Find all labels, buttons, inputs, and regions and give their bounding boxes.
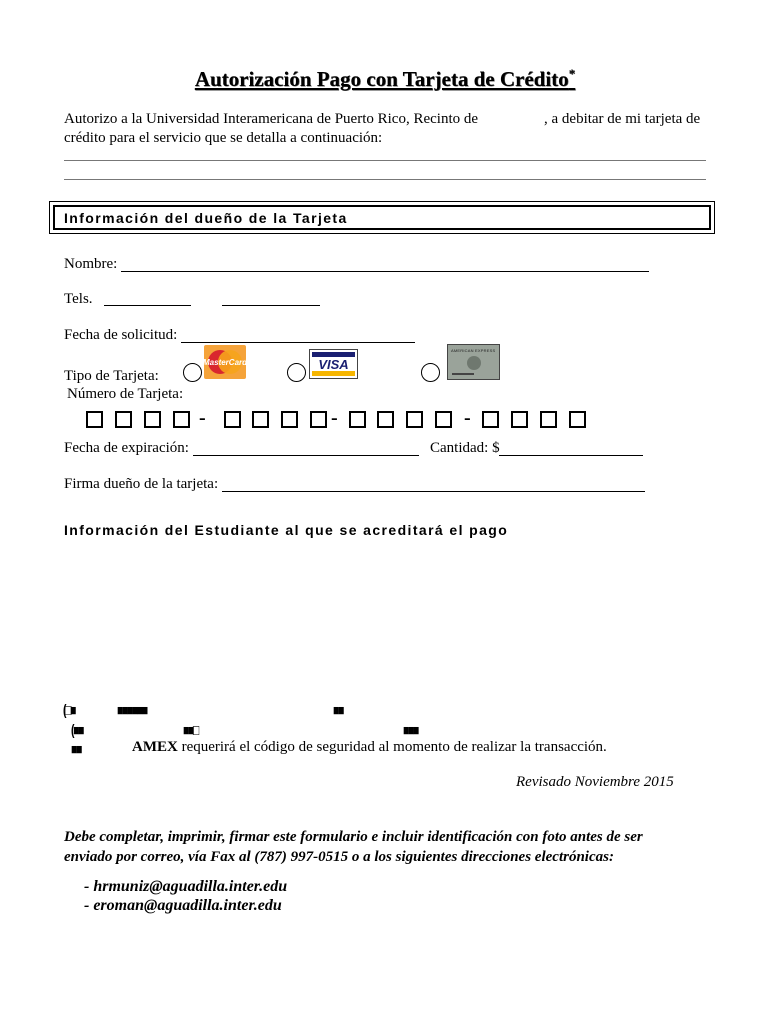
instructions-line2: enviado por correo, vía Fax al (787) 997-0515 o a los siguientes direcciones electrónicas: xyxy=(64,849,614,865)
intro-line2: crédito para el servicio que se detalla a continuación: xyxy=(64,130,383,146)
email-link-2[interactable]: - eroman@aguadilla.inter.edu xyxy=(84,897,282,914)
page-title xyxy=(0,66,770,92)
cantidad-label: Cantidad: $ xyxy=(430,440,500,456)
note-line3 xyxy=(132,739,607,756)
card-digit-box[interactable] xyxy=(224,411,241,428)
card-digit-box[interactable] xyxy=(540,411,557,428)
note-line2-a: (■■ xyxy=(71,722,83,739)
instructions-line1: Debe completar, imprimir, firmar este formulario e incluir identificación con foto antes de ser xyxy=(64,829,643,845)
expiracion-label: Fecha de expiración: xyxy=(64,440,189,456)
card-digit-box[interactable] xyxy=(569,411,586,428)
card-digit-box[interactable] xyxy=(144,411,161,428)
amex-logo-text: AMERICAN EXPRESS xyxy=(451,348,496,353)
service-line-1[interactable] xyxy=(64,160,706,161)
note-line2-c: ■■■ xyxy=(403,722,418,739)
card-digit-box[interactable] xyxy=(349,411,366,428)
expiracion-field[interactable] xyxy=(193,455,419,456)
intro-line1-left: Autorizo a la Universidad Interamericana de Puerto Rico, Recinto de xyxy=(64,111,479,127)
note-line3-a: ■■ xyxy=(71,741,81,758)
fecha-solicitud-label: Fecha de solicitud: xyxy=(64,327,178,343)
mastercard-logo-text: MasterCard xyxy=(204,358,246,367)
nombre-field[interactable] xyxy=(121,271,649,272)
radio-visa[interactable] xyxy=(287,363,306,382)
owner-section-box xyxy=(49,201,715,234)
mastercard-logo-icon xyxy=(204,345,246,379)
student-section-heading: Información del Estudiante al que se acreditará el pago xyxy=(64,522,509,538)
fecha-solicitud-field[interactable] xyxy=(181,342,415,343)
tel-field-1[interactable] xyxy=(104,305,191,306)
cantidad-field[interactable] xyxy=(499,455,643,456)
page-title-text: Autorización Pago con Tarjeta de Crédito xyxy=(194,67,569,91)
note-line1-b: ■■■■■■ xyxy=(117,702,147,719)
note-line2-b: ■■□ xyxy=(183,722,198,739)
visa-logo-icon xyxy=(309,349,358,379)
radio-mastercard[interactable] xyxy=(183,363,202,382)
amex-note-text: requerirá el código de seguridad al momento de realizar la transacción. xyxy=(177,739,607,755)
tel-field-2[interactable] xyxy=(222,305,320,306)
card-digit-box[interactable] xyxy=(173,411,190,428)
card-number-row xyxy=(86,407,686,434)
card-digit-box[interactable] xyxy=(377,411,394,428)
card-digit-box[interactable] xyxy=(511,411,528,428)
tels-label: Tels. xyxy=(64,291,93,307)
note-line1-a: (□■ xyxy=(63,702,75,719)
card-digit-box[interactable] xyxy=(252,411,269,428)
card-digit-box[interactable] xyxy=(482,411,499,428)
numero-tarjeta-label: Número de Tarjeta: xyxy=(67,386,184,402)
card-digit-box[interactable] xyxy=(86,411,103,428)
email-link-1[interactable]: - hrmuniz@aguadilla.inter.edu xyxy=(84,878,288,895)
owner-section-heading: Información del dueño de la Tarjeta xyxy=(64,210,348,226)
card-digit-box[interactable] xyxy=(310,411,327,428)
amex-note-label: AMEX xyxy=(132,739,178,755)
service-line-2[interactable] xyxy=(64,179,706,180)
card-digit-box[interactable] xyxy=(115,411,132,428)
card-separator: - xyxy=(199,407,206,429)
amex-logo-icon xyxy=(447,344,500,380)
card-digit-box[interactable] xyxy=(281,411,298,428)
firma-label: Firma dueño de la tarjeta: xyxy=(64,476,219,492)
firma-field[interactable] xyxy=(222,491,645,492)
radio-amex[interactable] xyxy=(421,363,440,382)
nombre-label: Nombre: xyxy=(64,256,118,272)
revised-date: Revisado Noviembre 2015 xyxy=(516,774,674,790)
card-digit-box[interactable] xyxy=(406,411,423,428)
card-digit-box[interactable] xyxy=(435,411,452,428)
intro-line1-right: , a debitar de mi tarjeta de xyxy=(544,111,701,127)
card-separator: - xyxy=(331,407,338,429)
visa-logo-text: VISA xyxy=(318,357,349,372)
note-line1-c: ■■ xyxy=(333,702,343,719)
title-asterisk: * xyxy=(568,66,576,81)
card-separator: - xyxy=(464,407,471,429)
tipo-tarjeta-label: Tipo de Tarjeta: xyxy=(64,368,159,384)
